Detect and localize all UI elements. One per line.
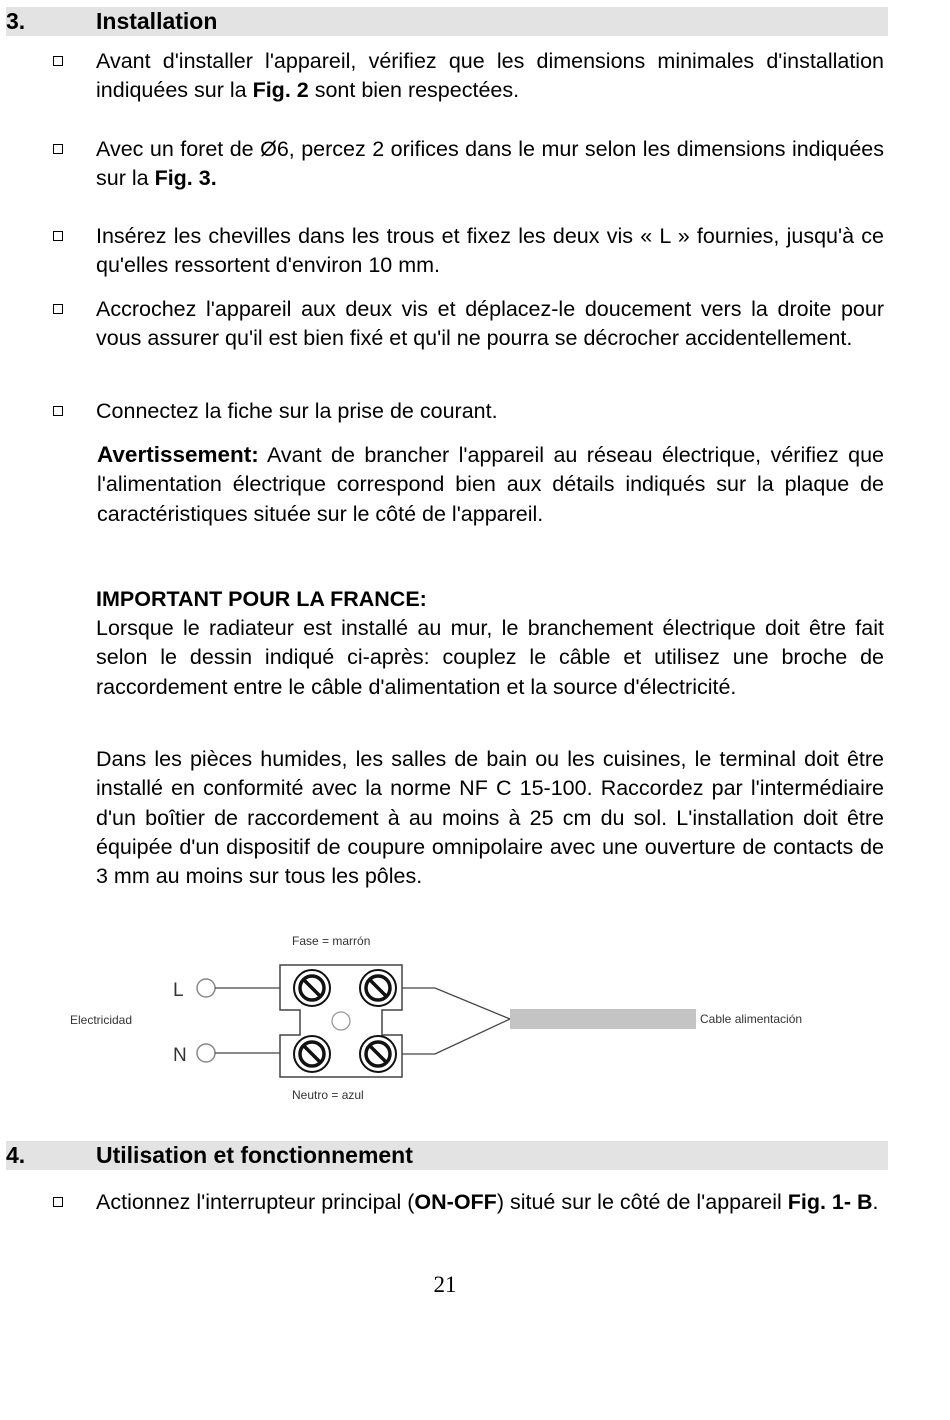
label-cable: Cable alimentación (700, 1012, 803, 1026)
france-paragraph-2: Dans les pièces humides, les salles de bain ou les cuisines, le terminal doit être installé en conformité avec la norme NF C 15-100. Raccordez par l'intermédiaire d'un boîtier de raccordement à au moins à 25 cm du sol. L'installation doit être équipée d'un dispositif de coupure omnipolaire avec une ouverture de contacts de 3 mm au moins sur tous les pôles. (96, 747, 884, 889)
france-paragraph-1: Lorsque le radiateur est installé au mur, le branchement électrique doit être fait selon le dessin indiqué ci-après: couplez le câble et utilisez une broche de raccordement entre le câble d'alimentation et la source d'électricité. (96, 616, 884, 699)
warning-paragraph: Avertissement: Avant de brancher l'appareil au réseau électrique, vérifiez que l'alimentation électrique correspond bien aux détails indiqués sur la plaque de caractéristiques située sur le côté de l'appareil. (97, 442, 884, 526)
terminal-l-label: L (173, 980, 184, 1001)
label-neutral: Neutro = azul (292, 1088, 364, 1102)
section-title: Installation (96, 8, 218, 34)
terminal-n-circle (197, 1044, 215, 1062)
list-item: Connectez la fiche sur la prise de courant. (96, 397, 884, 426)
list-item: Avec un foret de Ø6, percez 2 orifices dans le mur selon les dimensions indiquées sur la Fig. 3. (96, 135, 884, 194)
center-screw-hole (332, 1012, 350, 1030)
france-heading: IMPORTANT POUR LA FRANCE: (96, 587, 427, 611)
checkbox-bullet-icon (53, 144, 63, 154)
checkbox-bullet-icon (53, 1197, 63, 1207)
label-electricity: Electricidad (70, 1013, 133, 1027)
list-item: Insérez les chevilles dans les trous et fixez les deux vis « L » fournies, jusqu'à ce qu'elles ressortent d'environ 10 mm. (96, 222, 884, 281)
section-number: 4. (6, 1142, 26, 1168)
wiring-diagram (0, 925, 950, 1115)
section-header-utilisation (6, 1141, 888, 1170)
checkbox-bullet-icon (53, 406, 63, 416)
list-item: Avant d'installer l'appareil, vérifiez que les dimensions minimales d'installation indiquées sur la Fig. 2 sont bien respectées. (96, 47, 884, 106)
power-cable (510, 1009, 696, 1029)
wiring-diagram-svg (0, 925, 950, 1115)
label-phase: Fase = marrón (292, 934, 371, 948)
checkbox-bullet-icon (53, 231, 63, 241)
list-item: Actionnez l'interrupteur principal (ON-OFF) situé sur le côté de l'appareil Fig. 1- B. (96, 1188, 884, 1217)
section-title: Utilisation et fonctionnement (96, 1142, 413, 1168)
warning-label: Avertissement: (97, 442, 259, 467)
terminal-n-label: N (173, 1045, 187, 1066)
page-number: 21 (433, 1272, 457, 1297)
checkbox-bullet-icon (53, 56, 63, 66)
list-item: Accrochez l'appareil aux deux vis et déplacez-le doucement vers la droite pour vous assurer qu'il est bien fixé et qu'il ne pourra se décrocher accidentellement. (96, 295, 884, 354)
terminal-l-circle (197, 979, 215, 997)
section-header-installation (6, 7, 888, 36)
checkbox-bullet-icon (53, 304, 63, 314)
section-number: 3. (6, 8, 26, 34)
